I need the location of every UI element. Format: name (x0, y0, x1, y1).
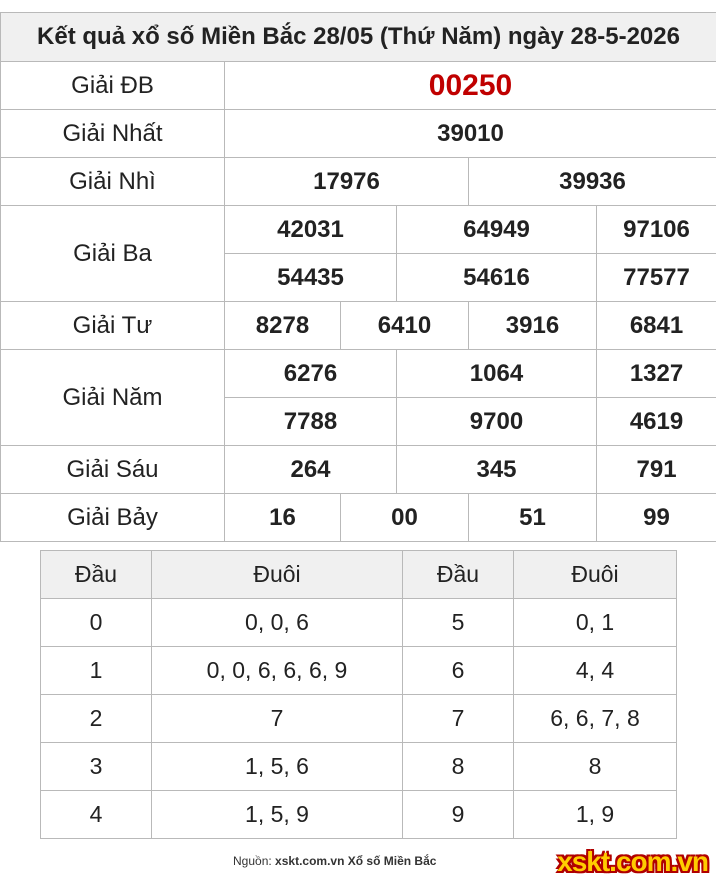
loto-tail-digits: 1, 5, 9 (152, 791, 403, 839)
prize-label: Giải Ba (1, 206, 225, 302)
table-row (41, 743, 677, 791)
loto-tail-digits: 8 (514, 743, 677, 791)
loto-tail-digits: 0, 0, 6 (152, 599, 403, 647)
prize-number: 42031 (225, 206, 397, 254)
prize-number: 16 (225, 494, 341, 542)
prize-number: 7788 (225, 398, 397, 446)
prize-number: 1327 (597, 350, 716, 398)
prize-label: Giải Bảy (1, 494, 225, 542)
prize-number: 1064 (397, 350, 597, 398)
prize-row-nhat (1, 110, 716, 158)
prize-label: Giải Tư (1, 302, 225, 350)
loto-head-digit: 3 (41, 743, 152, 791)
prize-row-bay (1, 494, 716, 542)
loto-tail-digits: 4, 4 (514, 647, 677, 695)
table-row (41, 599, 677, 647)
loto-head-digit: 6 (403, 647, 514, 695)
prize-row-sau (1, 446, 716, 494)
prize-number: 9700 (397, 398, 597, 446)
prize-number: 6410 (341, 302, 469, 350)
page-title: Kết quả xổ số Miền Bắc 28/05 (Thứ Năm) ngày 28-5-2026 (1, 13, 716, 62)
loto-tail-digits: 7 (152, 695, 403, 743)
site-logo: xskt.com.vn (557, 846, 708, 877)
table-row (41, 695, 677, 743)
title-row (1, 13, 716, 62)
prize-number: 3916 (469, 302, 597, 350)
loto-tail-digits: 0, 0, 6, 6, 6, 9 (152, 647, 403, 695)
special-prize-number: 00250 (225, 62, 716, 110)
prize-number: 345 (397, 446, 597, 494)
prize-number: 17976 (225, 158, 469, 206)
loto-head-digit: 8 (403, 743, 514, 791)
prize-number: 8278 (225, 302, 341, 350)
prize-number: 54616 (397, 254, 597, 302)
prize-number: 39010 (225, 110, 716, 158)
column-header: Đầu (403, 551, 514, 599)
loto-tail-digits: 0, 1 (514, 599, 677, 647)
prize-row-db (1, 62, 716, 110)
prize-number: 791 (597, 446, 716, 494)
footer (0, 846, 716, 878)
prize-number: 77577 (597, 254, 716, 302)
prize-number: 00 (341, 494, 469, 542)
prize-label: Giải ĐB (1, 62, 225, 110)
prize-label: Giải Nhất (1, 110, 225, 158)
prize-number: 97106 (597, 206, 716, 254)
loto-head-digit: 0 (41, 599, 152, 647)
loto-head-digit: 5 (403, 599, 514, 647)
loto-head-digit: 1 (41, 647, 152, 695)
prize-number: 6276 (225, 350, 397, 398)
loto-tail-digits: 1, 5, 6 (152, 743, 403, 791)
loto-tail-digits: 1, 9 (514, 791, 677, 839)
source-prefix: Nguồn: (233, 854, 272, 868)
prize-number: 64949 (397, 206, 597, 254)
loto-header-row (41, 551, 677, 599)
prize-number: 6841 (597, 302, 716, 350)
loto-head-digit: 9 (403, 791, 514, 839)
prize-number: 51 (469, 494, 597, 542)
loto-head-digit: 2 (41, 695, 152, 743)
prize-number: 54435 (225, 254, 397, 302)
column-header: Đuôi (514, 551, 677, 599)
source-credit (233, 854, 436, 868)
prize-row-tu (1, 302, 716, 350)
source-site: xskt.com.vn Xổ số Miền Bắc (275, 854, 437, 868)
prize-row-nam-1 (1, 350, 716, 398)
loto-tail-digits: 6, 6, 7, 8 (514, 695, 677, 743)
prize-label: Giải Năm (1, 350, 225, 446)
prize-number: 264 (225, 446, 397, 494)
prize-label: Giải Nhì (1, 158, 225, 206)
loto-table (40, 550, 677, 839)
loto-head-digit: 7 (403, 695, 514, 743)
prize-label: Giải Sáu (1, 446, 225, 494)
column-header: Đuôi (152, 551, 403, 599)
prize-number: 99 (597, 494, 716, 542)
results-table (0, 12, 716, 542)
prize-row-ba-1 (1, 206, 716, 254)
prize-row-nhi (1, 158, 716, 206)
column-header: Đầu (41, 551, 152, 599)
prize-number: 39936 (469, 158, 716, 206)
prize-number: 4619 (597, 398, 716, 446)
table-row (41, 647, 677, 695)
loto-head-digit: 4 (41, 791, 152, 839)
table-row (41, 791, 677, 839)
